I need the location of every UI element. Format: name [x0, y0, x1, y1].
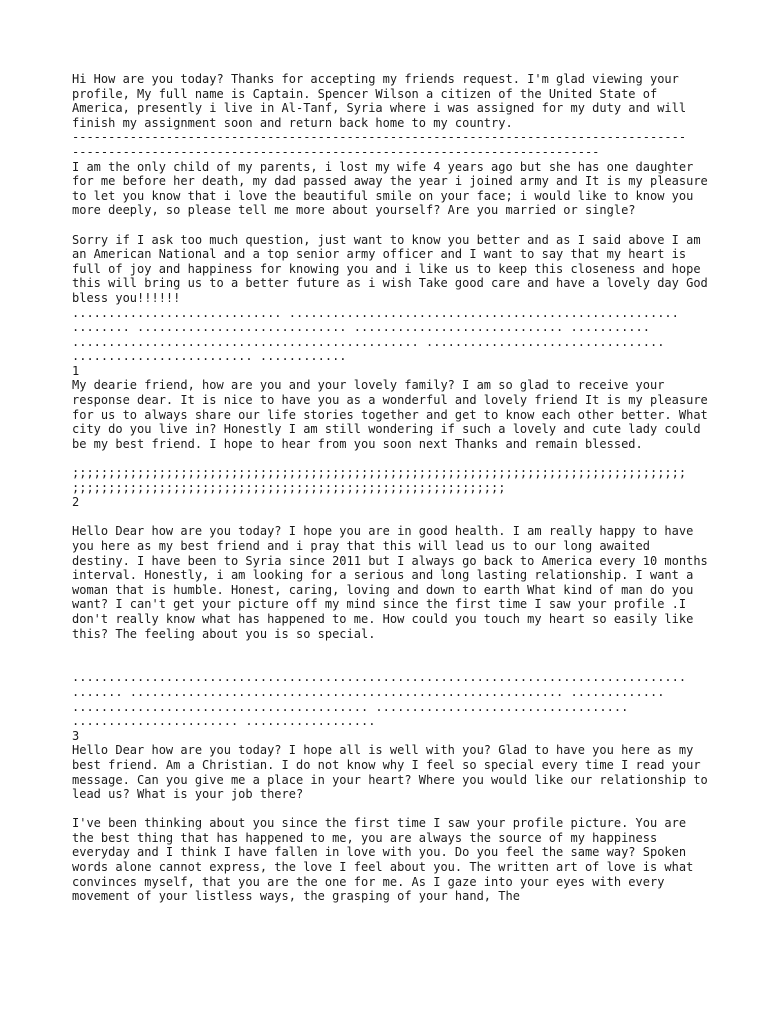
dot-separator-2c: ......................................... ...................................	[72, 699, 629, 714]
section-number-1: 1	[72, 363, 80, 378]
dot-separator-2d: ....................... ..................	[72, 714, 376, 729]
dot-separator-1a: ............................. ......................................................	[72, 305, 679, 320]
dot-separator-1c: ................................................ .................................	[72, 334, 665, 349]
paragraph-apology: Sorry if I ask too much question, just want to know you better and as I said above I am an American National and a top senior army officer and I want to say that my heart is full of joy and happiness for knowing you and i like us to keep this closeness and hope this will bring us to a better future as i wish Take good care and have a lovely day God bless you!!!!!!	[72, 232, 715, 305]
paragraph-dearie: My dearie friend, how are you and your lovely family? I am so glad to receive your response dear. It is nice to have you as a wonderful and lovely friend It is my pleasure for us to always share our life stories together and get to know each other better. What city do you live in? Honestly I am still wondering if such a lovely and cute lady could be my best friend. I hope to hear from you soon next Thanks and remain blessed.	[72, 378, 715, 451]
paragraph-intro: Hi How are you today? Thanks for accepting my friends request. I'm glad viewing your profile, My full name is Captain. Spencer Wilson a citizen of the United State of America, presently i live in Al-Tanf, Syria where i was assigned for my duty and will finish my assignment soon and return back home to my country.	[72, 72, 694, 130]
paragraph-profile-picture: I've been thinking about you since the first time I saw your profile picture. You are the best thing that has happened to me, you are always the source of my happiness everyday and I think I have fallen in love with you. Do you feel the same way? Spoken words alone cannot express, the love I feel about you. The written art of love is what convinces myself, that you are the one for me. As I gaze into your eyes with every movement of your listless ways, the grasping of your hand, The	[72, 816, 701, 904]
semicolon-separator-b: ;;;;;;;;;;;;;;;;;;;;;;;;;;;;;;;;;;;;;;;;;;;;;;;;;;;;;;;;;;;;	[72, 480, 506, 495]
dot-separator-1d: ......................... ............	[72, 349, 347, 364]
document-page	[72, 72, 715, 904]
dash-separator-cont: -------------------------------------------------------------------------	[72, 144, 600, 159]
dot-separator-2a: .....................................................................................	[72, 670, 687, 685]
semicolon-separator-a: ;;;;;;;;;;;;;;;;;;;;;;;;;;;;;;;;;;;;;;;;;;;;;;;;;;;;;;;;;;;;;;;;;;;;;;;;;;;;;;;;;;;;;	[72, 466, 687, 481]
paragraph-hello-christian: Hello Dear how are you today? I hope all is well with you? Glad to have you here as my best friend. Am a Christian. I do not know why I feel so special every time I read your message. Can you give me a place in your heart? Where you would like our relationship to lead us? What is your job there?	[72, 743, 715, 802]
dash-separator: -------------------------------------------------------------------------------------	[72, 130, 687, 145]
paragraph-family: I am the only child of my parents, i lost my wife 4 years ago but she has one daughter for me before her death, my dad passed away the year i joined army and It is my pleasure to let you know that i love the beautiful smile on your face; i would like to know you more deeply, so please tell me more about yourself? Are you married or single?	[72, 159, 715, 218]
dot-separator-2b: ....... ............................................................ .............	[72, 684, 665, 699]
paragraph-hello-health: Hello Dear how are you today? I hope you are in good health. I am really happy to have you here as my best friend and i pray that this will lead us to our long awaited destiny. I have been to Syria since 2011 but I always go back to America every 10 months interval. Honestly, i am looking for a serious and long lasting relationship. I want a woman that is humble. Honest, caring, loving and down to earth What kind of man do you want? I can't get your picture off my mind since the first time I saw your profile .I don't really know what has happened to me. How could you touch my heart so easily like this? The feeling about you is so special.	[72, 524, 715, 641]
section-number-2: 2	[72, 495, 80, 510]
dot-separator-1b: ........ ............................. ............................. ...........	[72, 320, 650, 335]
section-number-3: 3	[72, 728, 80, 743]
